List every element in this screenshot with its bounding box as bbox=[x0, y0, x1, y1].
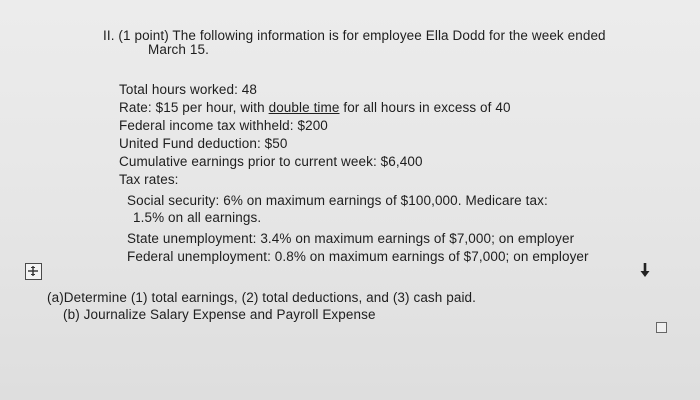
social-security-line1: Social security: 6% on maximum earnings of $100,000. Medicare tax: bbox=[127, 193, 548, 208]
rate-prefix: Rate: $15 per hour, with bbox=[119, 100, 269, 115]
state-unemployment-text: State unemployment: 3.4% on maximum earnings of $7,000; on employer bbox=[127, 231, 575, 246]
rate-text bbox=[119, 100, 511, 115]
total-hours-text: Total hours worked: 48 bbox=[119, 82, 258, 97]
plus-box-icon[interactable] bbox=[25, 263, 42, 280]
federal-unemployment-text: Federal unemployment: 0.8% on maximum earnings of $7,000; on employer bbox=[127, 249, 589, 264]
part-b-text: (b) Journalize Salary Expense and Payroll Expense bbox=[63, 307, 376, 322]
united-fund-text: United Fund deduction: $50 bbox=[119, 136, 288, 151]
part-a-text: (a)Determine (1) total earnings, (2) total deductions, and (3) cash paid. bbox=[47, 290, 477, 305]
rate-suffix: for all hours in excess of 40 bbox=[339, 100, 511, 115]
arrow-down-icon[interactable] bbox=[638, 262, 652, 278]
square-icon[interactable] bbox=[656, 322, 667, 333]
federal-tax-text: Federal income tax withheld: $200 bbox=[119, 118, 328, 133]
cumulative-earnings-text: Cumulative earnings prior to current week: $6,400 bbox=[119, 154, 423, 169]
tax-rates-label: Tax rates: bbox=[119, 172, 179, 187]
rate-double-time: double time bbox=[268, 100, 340, 115]
plus-glyph bbox=[26, 264, 40, 278]
question-header-line1: II. (1 point) The following information is for employee Ella Dodd for the week ended bbox=[103, 28, 606, 43]
question-header-line2: March 15. bbox=[148, 42, 209, 57]
social-security-line2: 1.5% on all earnings. bbox=[133, 210, 262, 225]
